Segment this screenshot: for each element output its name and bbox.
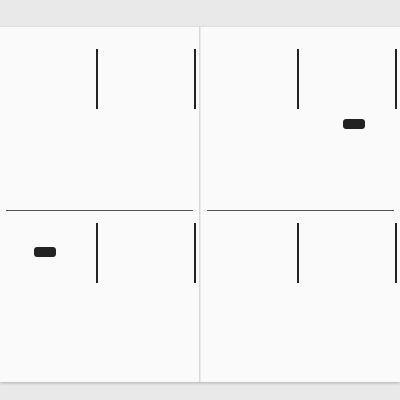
entry-accent-bar — [194, 223, 196, 283]
book-spread — [0, 27, 400, 382]
entry-bottom-left — [205, 223, 301, 373]
entry-accent-bar — [96, 49, 98, 109]
section-divider — [6, 210, 193, 211]
entry-top-right — [102, 49, 198, 199]
entry-accent-bar — [194, 49, 196, 109]
entry-top-right — [303, 49, 399, 199]
entry-accent-bar — [297, 223, 299, 283]
entry-bottom-right — [102, 223, 198, 373]
right-page — [201, 27, 400, 382]
entry-bottom-right — [303, 223, 399, 373]
entry-bottom-left — [4, 223, 100, 373]
left-page — [0, 27, 199, 382]
entry-top-left — [4, 49, 100, 199]
entry-top-left — [205, 49, 301, 199]
label-badge — [34, 247, 56, 257]
label-badge — [343, 119, 365, 129]
entry-accent-bar — [395, 49, 397, 109]
section-divider — [207, 210, 394, 211]
entry-accent-bar — [395, 223, 397, 283]
entry-accent-bar — [96, 223, 98, 283]
entry-accent-bar — [297, 49, 299, 109]
